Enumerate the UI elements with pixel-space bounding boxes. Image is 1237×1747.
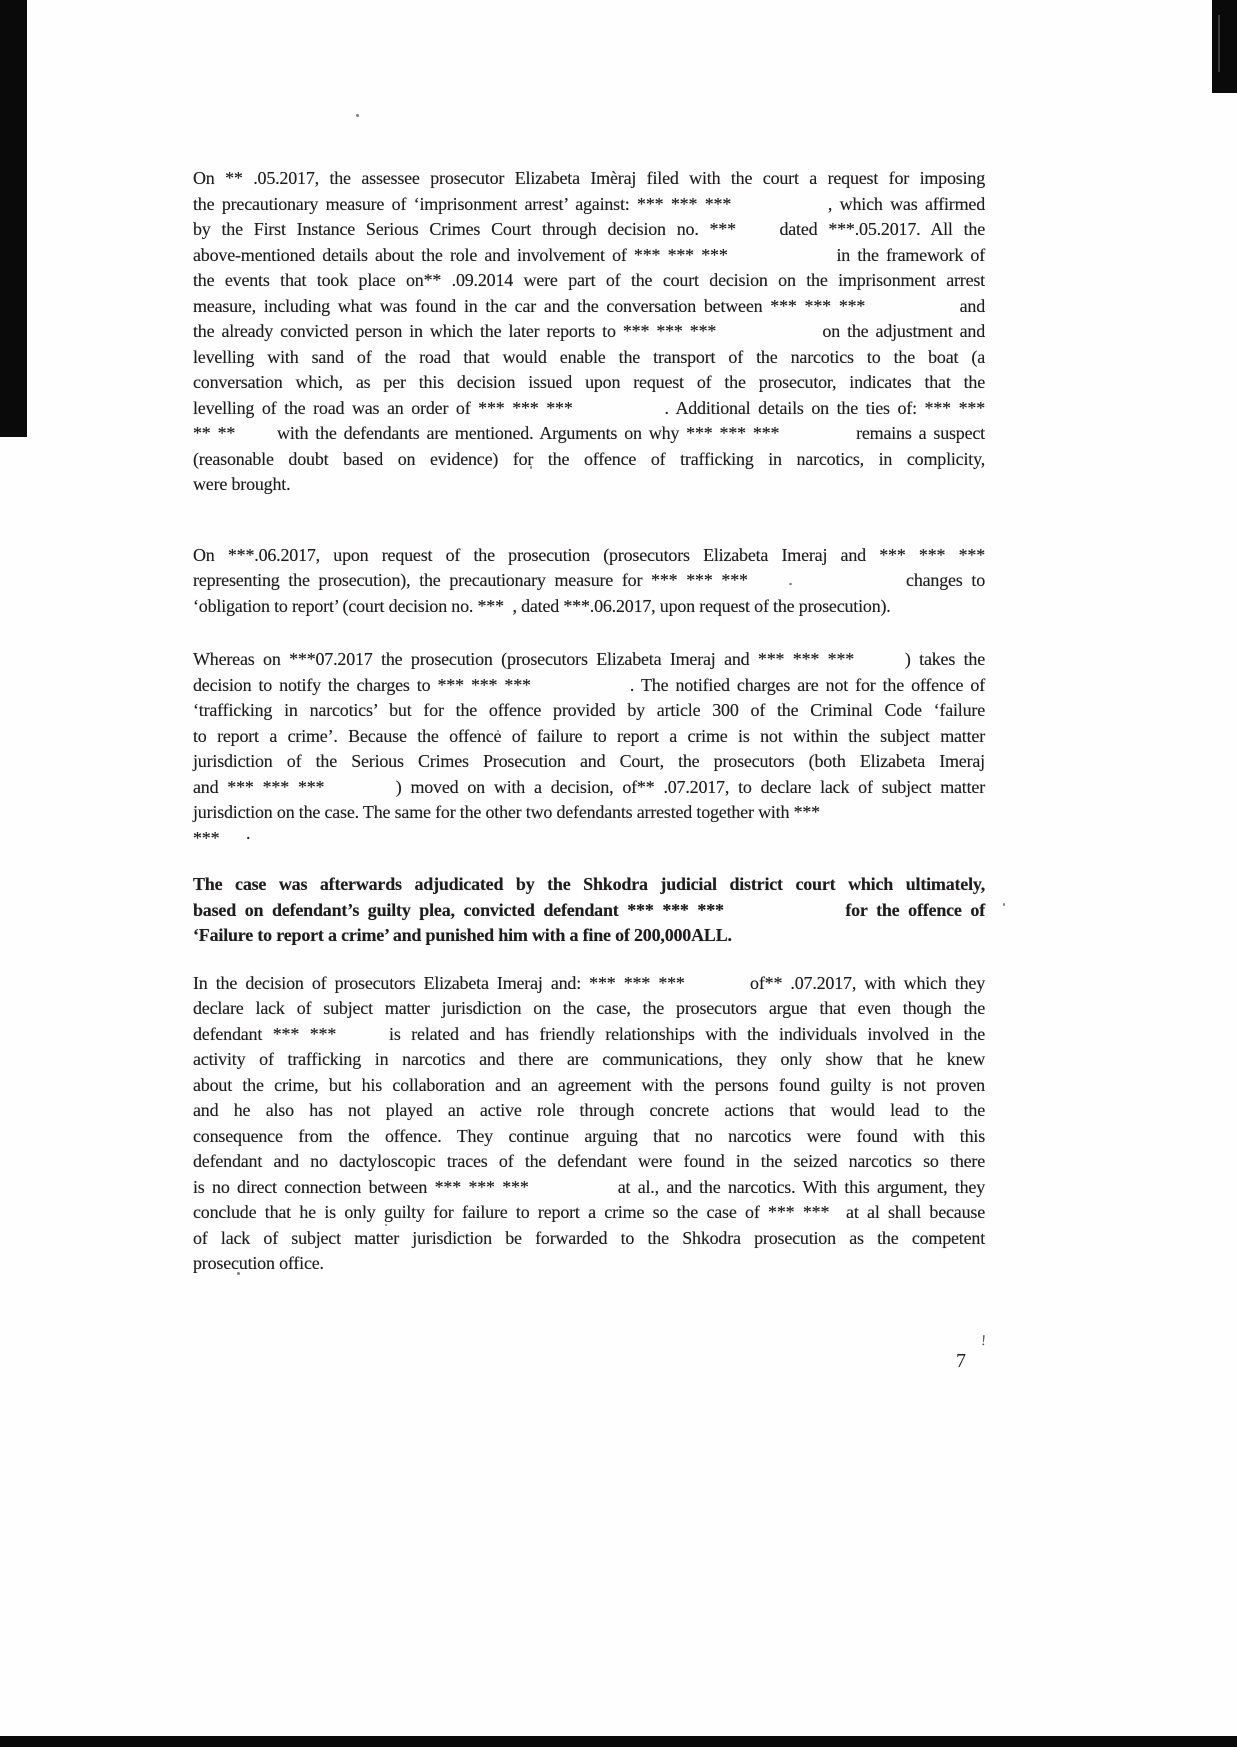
text-line: the events that took place on** .09.2014 were part of the court decision on the imprisonment arrest bbox=[193, 270, 985, 290]
text-line: activity of trafficking in narcotics and there are communications, they only show that he knew bbox=[193, 1049, 985, 1069]
text-line: the already convicted person in which the later reports to *** *** *** on the adjustment and bbox=[193, 321, 985, 341]
paragraph bbox=[193, 543, 985, 620]
text-line: Whereas on ***07.2017 the prosecution (prosecutors Elizabeta Imeraj and *** *** *** ) takes the bbox=[193, 649, 985, 669]
text-line: defendant and no dactyloscopic traces of the defendant were found in the seized narcotics so there bbox=[193, 1151, 985, 1171]
text-line: and he also has not played an active role through concrete actions that would lead to the bbox=[193, 1100, 985, 1120]
scan-artifact-thin-line bbox=[1218, 15, 1220, 72]
page-number: 7 bbox=[956, 1350, 966, 1372]
text-line: In the decision of prosecutors Elizabeta Imeraj and: *** *** *** of** .07.2017, with which they bbox=[193, 972, 985, 993]
text-line: representing the prosecution), the precautionary measure for *** *** *** changes to bbox=[193, 570, 985, 590]
text-line: declare lack of subject matter jurisdiction on the case, the prosecutors argue that even though the bbox=[193, 998, 985, 1018]
footer-ink-mark: ! bbox=[980, 1332, 987, 1350]
text-line: levelling with sand of the road that would enable the transport of the narcotics to the boat (a bbox=[193, 346, 985, 367]
text-line: to report a crime’. Because the offence of failure to report a crime is not within the subject matter bbox=[193, 725, 985, 746]
scan-artifact-left-bar bbox=[0, 0, 27, 437]
text-line: the precautionary measure of ‘imprisonment arrest’ against: *** *** *** , which was affirmed bbox=[193, 193, 985, 214]
text-line: levelling of the road was an order of *** *** *** . Additional details on the ties of: *** *** bbox=[193, 397, 985, 418]
text-line: (reasonable doubt based on evidence) for the offence of trafficking in narcotics, in complicity, bbox=[193, 448, 985, 469]
scan-artifact-right-bar bbox=[1212, 0, 1237, 93]
paragraph bbox=[193, 166, 985, 498]
text-line: On ***.06.2017, upon request of the prosecution (prosecutors Elizabeta Imeraj and *** *** *** bbox=[193, 544, 985, 565]
paragraph bbox=[193, 647, 985, 826]
text-line: and *** *** *** ) moved on with a decision, of** .07.2017, to declare lack of subject matter bbox=[193, 776, 985, 797]
text-line: On ** .05.2017, the assessee prosecutor Elizabeta Imèraj filed with the court a request for imposing bbox=[193, 168, 985, 188]
text-line: defendant *** *** is related and has friendly relationships with the individuals involved in the bbox=[193, 1023, 985, 1044]
text-line: consequence from the offence. They continue arguing that no narcotics were found with this bbox=[193, 1125, 985, 1146]
text-line: ‘obligation to report’ (court decision no. *** , dated ***.06.2017, upon request of the prosecution). bbox=[193, 595, 891, 616]
text-line: measure, including what was found in the car and the conversation between *** *** *** and bbox=[193, 295, 985, 316]
text-line: about the crime, but his collaboration and an agreement with the persons found guilty is not proven bbox=[193, 1074, 985, 1095]
text-line: decision to notify the charges to *** *** *** . The notified charges are not for the offence of bbox=[193, 674, 985, 695]
text-line: conversation which, as per this decision issued upon request of the prosecutor, indicates that the bbox=[193, 372, 985, 392]
scan-speck bbox=[1003, 903, 1005, 906]
text-line: jurisdiction on the case. The same for the other two defendants arrested together with *** bbox=[193, 802, 820, 822]
scan-speck bbox=[356, 114, 359, 117]
text-line: ‘trafficking in narcotics’ but for the offence provided by article 300 of the Criminal Code ‘failure bbox=[193, 700, 985, 720]
text-line: were brought. bbox=[193, 474, 291, 494]
paragraph bbox=[193, 971, 985, 1277]
text-line: above-mentioned details about the role and involvement of *** *** *** in the framework of bbox=[193, 244, 985, 265]
text-line: of lack of subject matter jurisdiction be forwarded to the Shkodra prosecution as the competent bbox=[193, 1227, 985, 1248]
text-line: *** · bbox=[193, 827, 251, 848]
paragraph bbox=[193, 872, 985, 949]
text-line: jurisdiction of the Serious Crimes Prosecution and Court, the prosecutors (both Elizabeta Imeraj bbox=[193, 751, 985, 771]
text-line: is no direct connection between *** *** *** at al., and the narcotics. With this argument, they bbox=[193, 1176, 985, 1197]
text-line: ** ** with the defendants are mentioned. Arguments on why *** *** *** remains a suspect bbox=[193, 423, 985, 443]
text-line: The case was afterwards adjudicated by the Shkodra judicial district court which ultimately, bbox=[193, 874, 985, 894]
scan-artifact-bottom-bar bbox=[0, 1736, 1237, 1747]
text-line: by the First Instance Serious Crimes Court through decision no. *** dated ***.05.2017. All the bbox=[193, 219, 985, 239]
text-line: prosecution office. bbox=[193, 1253, 324, 1273]
text-line: based on defendant’s guilty plea, convicted defendant *** *** *** for the offence of bbox=[193, 899, 985, 920]
text-line: ‘Failure to report a crime’ and punished him with a fine of 200,000ALL. bbox=[193, 925, 732, 945]
text-block bbox=[193, 166, 985, 1277]
text-line: conclude that he is only guilty for failure to report a crime so the case of *** *** at al shall because bbox=[193, 1202, 985, 1222]
paragraph bbox=[193, 826, 985, 852]
